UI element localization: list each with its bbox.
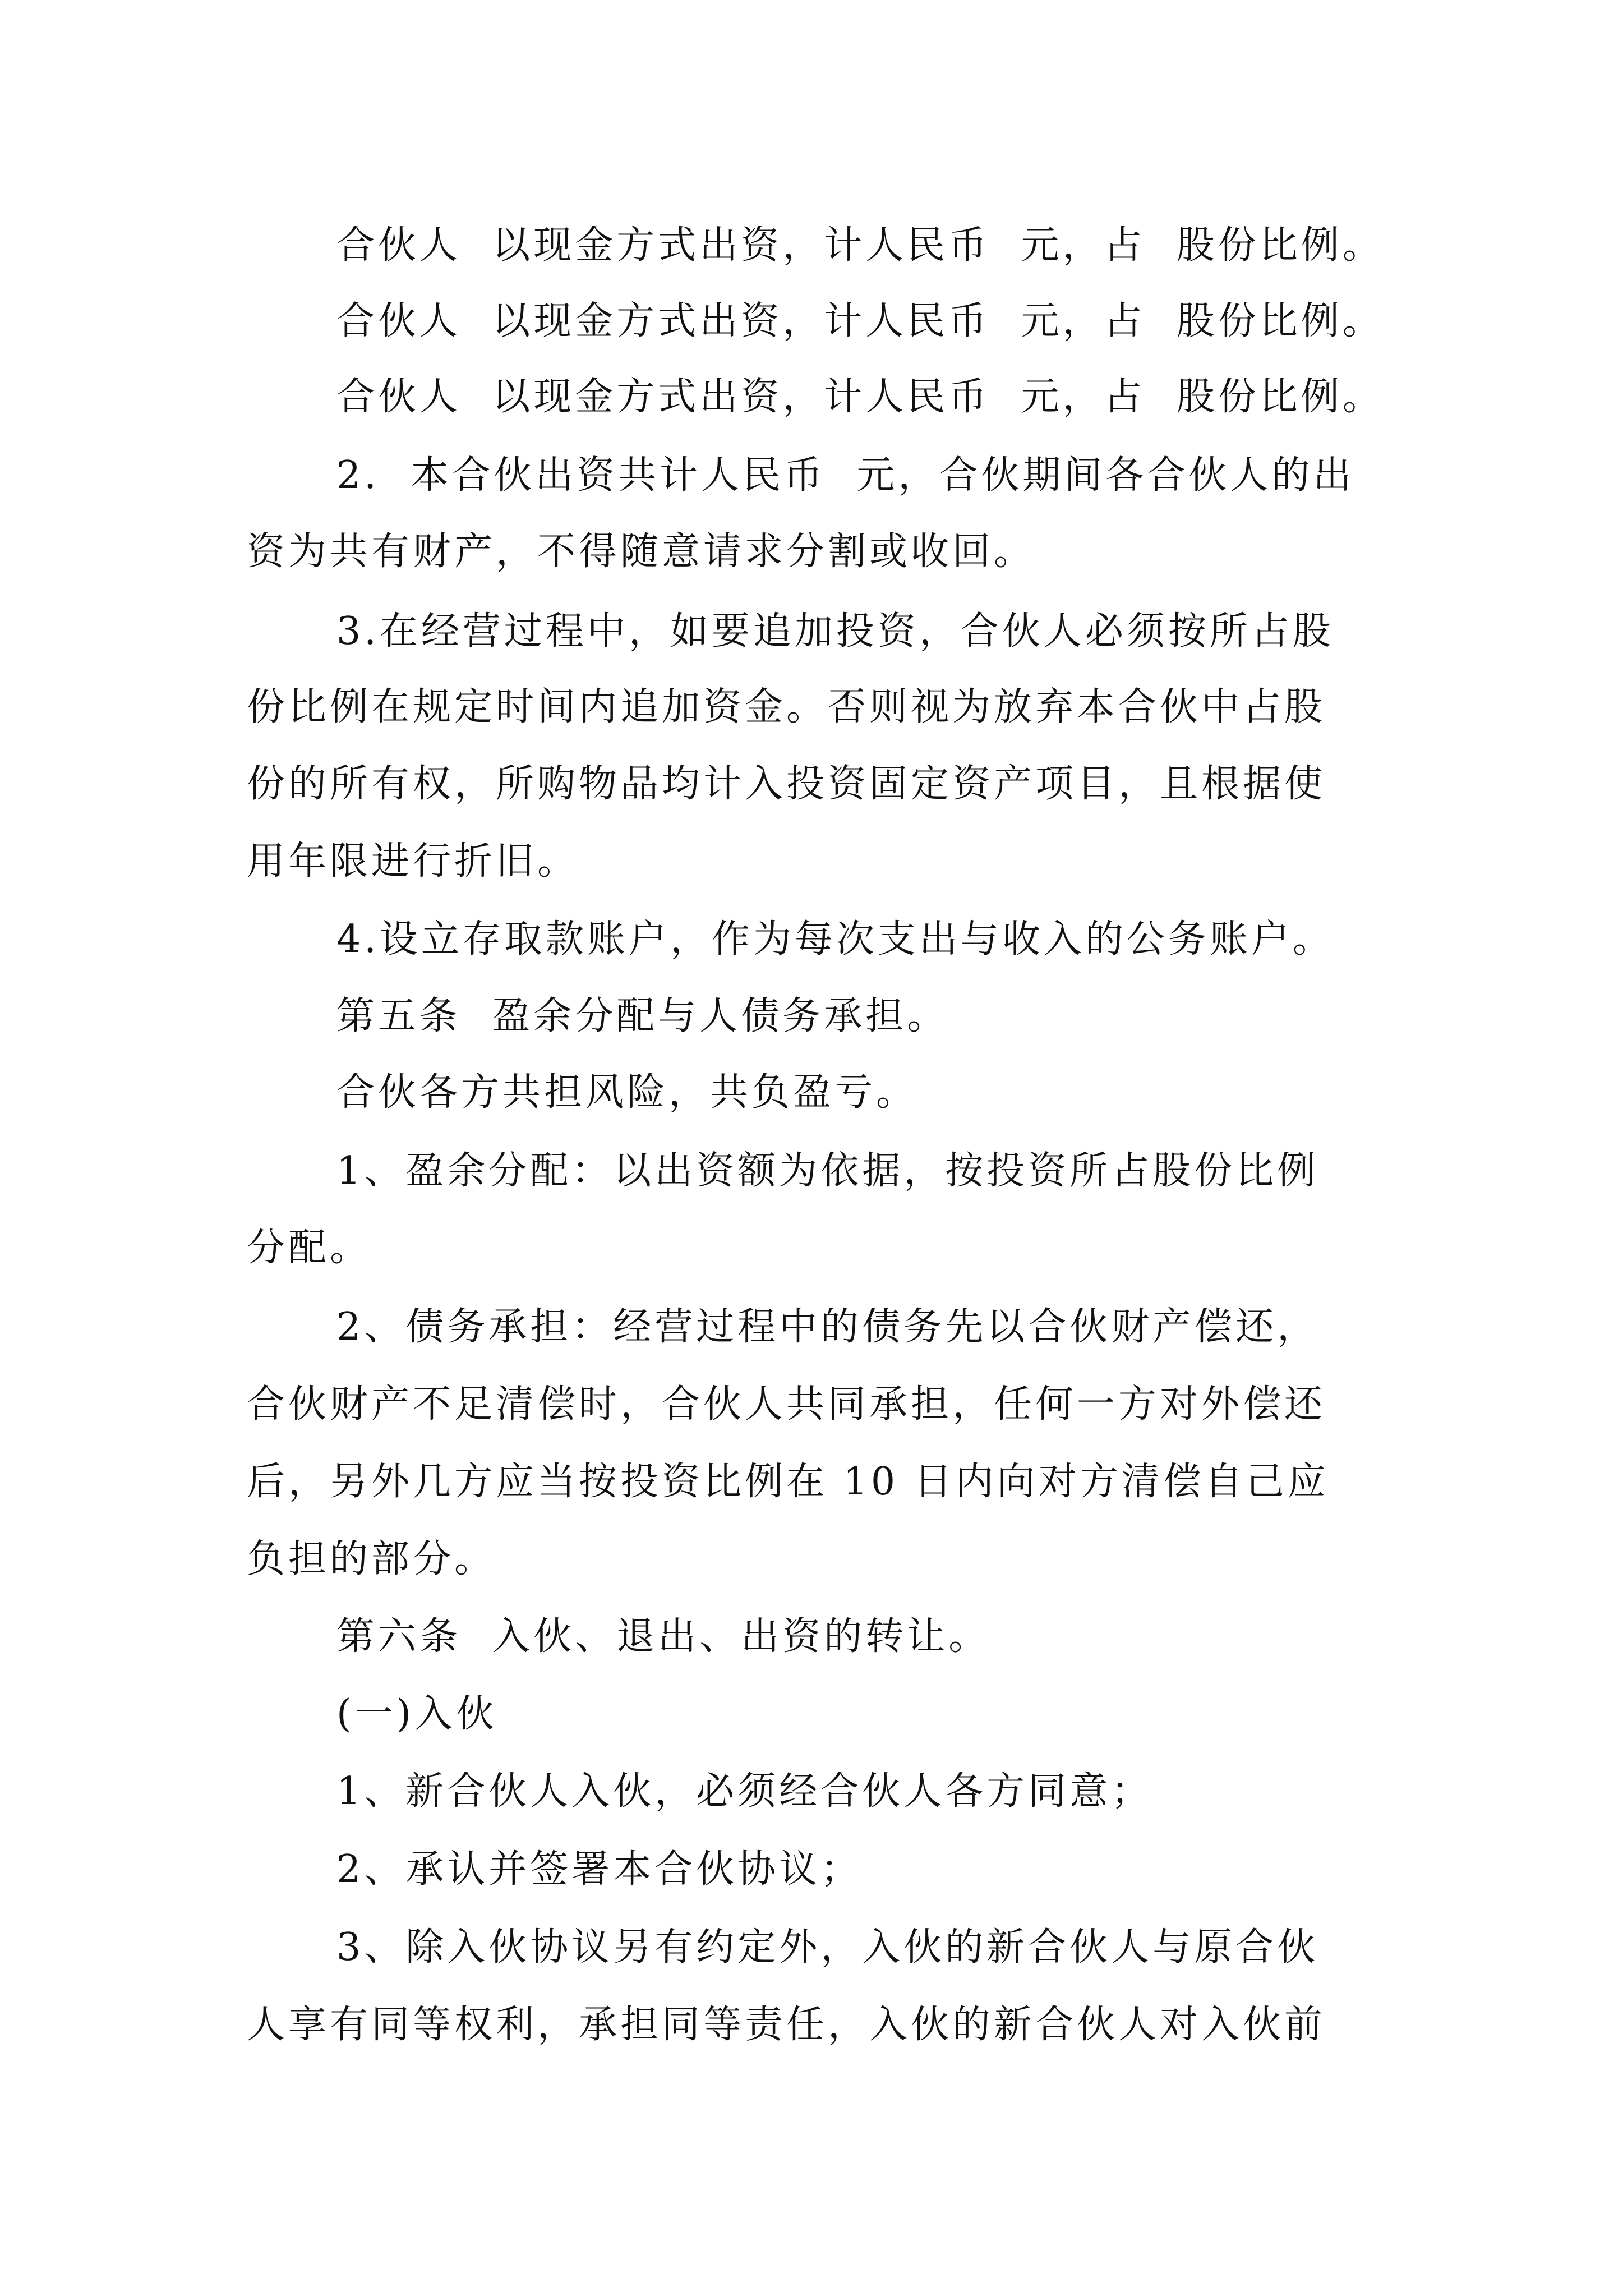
- subsection-heading: (一)入伙: [336, 1692, 498, 1736]
- text-line: 2、债务承担：经营过程中的债务先以合伙财产偿还，: [336, 1305, 1319, 1349]
- text-line: 资为共有财产，不得随意请求分割或收回。: [247, 530, 1036, 574]
- text-line: 用年限进行折旧。: [247, 839, 579, 884]
- text-line: 份比例在规定时间内追加资金。否则视为放弃本合伙中占股: [247, 685, 1326, 729]
- text-line: 负担的部分。: [247, 1537, 496, 1581]
- text-line: 合伙人 以现金方式出资，计人民币 元，占 股份比例。: [336, 375, 1384, 419]
- section-heading: 第六条 入伙、退出、出资的转让。: [336, 1614, 990, 1659]
- text-line: 合伙人 以现金方式出资，计人民币 元，占 股份比例。: [336, 223, 1384, 268]
- text-line: 合伙人 以现金方式出资，计人民币 元，占 股份比例。: [336, 299, 1384, 343]
- text-line: 3、除入伙协议另有约定外，入伙的新合伙人与原合伙: [336, 1925, 1319, 1970]
- section-heading: 第五条 盈余分配与人债务承担。: [336, 994, 949, 1038]
- text-line: 分配。: [247, 1226, 372, 1270]
- text-line: 合伙各方共担风险，共负盈亏。: [336, 1070, 918, 1115]
- text-line: 合伙财产不足清偿时，合伙人共同承担，任何一方对外偿还: [247, 1382, 1326, 1427]
- text-line: 2. 本合伙出资共计人民币 元，合伙期间各合伙人的出: [336, 453, 1355, 498]
- text-line: 份的所有权，所购物品均计入投资固定资产项目，且根据使: [247, 762, 1326, 806]
- text-line: 后，另外几方应当按投资比例在 10 日内向对方清偿自己应: [247, 1460, 1329, 1504]
- text-line: 人享有同等权利，承担同等责任，入伙的新合伙人对入伙前: [247, 2003, 1326, 2047]
- text-line: 4.设立存取款账户，作为每次支出与收入的公务账户。: [336, 917, 1334, 961]
- text-line: 1、盈余分配：以出资额为依据，按投资所占股份比例: [336, 1149, 1319, 1193]
- text-line: 3.在经营过程中，如要追加投资，合伙人必须按所占股: [336, 609, 1334, 654]
- text-line: 1、新合伙人入伙，必须经合伙人各方同意；: [336, 1769, 1153, 1814]
- text-line: 2、承认并签署本合伙协议；: [336, 1847, 863, 1892]
